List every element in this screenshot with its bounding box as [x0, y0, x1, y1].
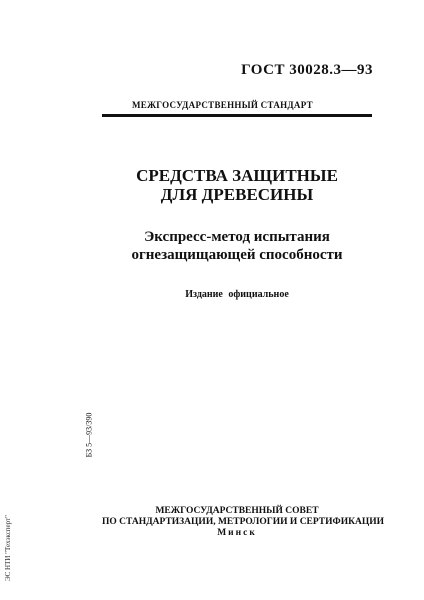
header-label: МЕЖГОСУДАРСТВЕННЫЙ СТАНДАРТ [132, 100, 313, 110]
page-subtitle [102, 228, 372, 264]
gost-number: ГОСТ 30028.3—93 [241, 62, 373, 78]
vertical-code [83, 390, 95, 480]
subtitle-line: огнезащищающей способности [131, 247, 343, 263]
council-block [102, 506, 385, 539]
vertical-code-text: БЗ 5—93/390 [84, 412, 94, 458]
page-title [102, 166, 372, 204]
title-line: СРЕДСТВА ЗАЩИТНЫЕ [136, 166, 338, 185]
council-line: МЕЖГОСУДАРСТВЕННЫЙ СОВЕТ [155, 506, 319, 516]
edition-label: Издание официальное [185, 289, 289, 300]
council-city: Минск [217, 528, 257, 538]
side-note-text: ЭС НТИ "Техэксперт" [4, 515, 12, 581]
side-note [3, 500, 13, 596]
header-rule [102, 114, 372, 117]
title-line: ДЛЯ ДРЕВЕСИНЫ [160, 185, 314, 204]
council-line: ПО СТАНДАРТИЗАЦИИ, МЕТРОЛОГИИ И СЕРТИФИКАЦИИ [102, 517, 385, 527]
subtitle-line: Экспресс-метод испытания [144, 229, 330, 245]
